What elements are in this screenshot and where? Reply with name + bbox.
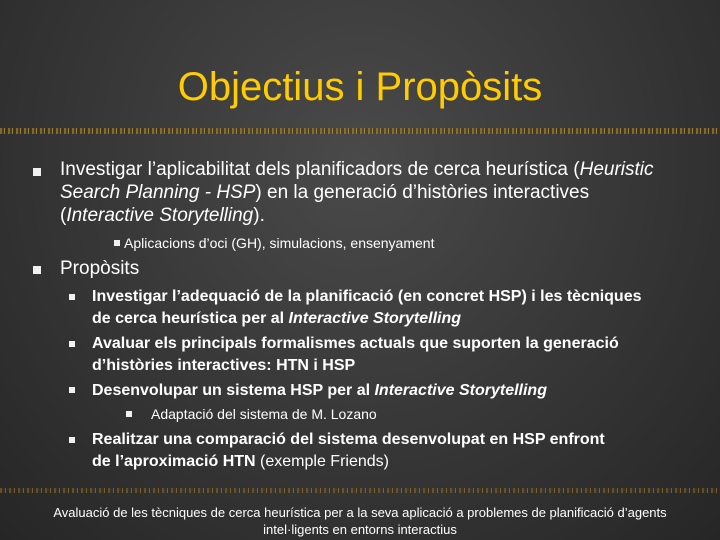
bullet-icon	[33, 168, 41, 176]
objective-subitem: Aplicacions d’oci (GH), simulacions, ensenyament	[124, 235, 435, 251]
objective-text-part: ) en la generació d’històries interactives (	[60, 182, 590, 226]
objective-text-part: ).	[253, 205, 265, 226]
purpose-item-3-text: Desenvolupar un sistema HSP per al	[92, 382, 375, 399]
footer-divider	[0, 488, 720, 493]
bullet-icon	[69, 437, 75, 443]
bullet-icon	[69, 294, 75, 300]
purpose-subitem: Adaptació del sistema de M. Lozano	[151, 406, 377, 422]
bullet-icon	[33, 266, 41, 274]
purpose-item-3	[92, 380, 652, 402]
slide-footer: Avaluació de les tècniques de cerca heurística per a la seva aplicació a problemes de planificació d’agents intel·ligents en entorns interactius	[53, 505, 667, 537]
purpose-item-1-emphasis: Interactive Storytelling	[288, 310, 462, 327]
slide-title: Objectius i Propòsits	[177, 65, 543, 109]
purpose-item-4-text: Realitzar una comparació del sistema desenvolupat en HSP enfront de l’aproximació HTN	[92, 431, 605, 470]
bullet-icon	[69, 341, 75, 347]
section-heading-proposits: Propòsits	[60, 258, 140, 279]
title-divider	[0, 128, 720, 134]
purpose-item-1	[92, 286, 652, 330]
objective-emphasis-storytelling: Interactive Storytelling	[66, 205, 254, 226]
bullet-icon	[114, 240, 120, 246]
bullet-icon	[126, 411, 132, 417]
purpose-item-2: Avaluar els principals formalismes actuals que suporten la generació d’històries interactives: HTN i HSP	[92, 335, 619, 374]
objective-text-part: Investigar l’aplicabilitat dels planificadors de cerca heurística (	[60, 159, 580, 180]
objective-emphasis-hsp: Heuristic Search Planning - HSP	[60, 159, 654, 203]
objective-text	[60, 158, 660, 227]
purpose-item-4	[92, 429, 622, 473]
purpose-item-4-note: (exemple Friends)	[255, 453, 389, 470]
bullet-icon	[69, 387, 75, 393]
purpose-item-1-text: Investigar l’adequació de la planificació (en concret HSP) i les tècniques de cerca heurística per al	[92, 288, 642, 327]
purpose-item-3-emphasis: Interactive Storytelling	[374, 382, 547, 399]
